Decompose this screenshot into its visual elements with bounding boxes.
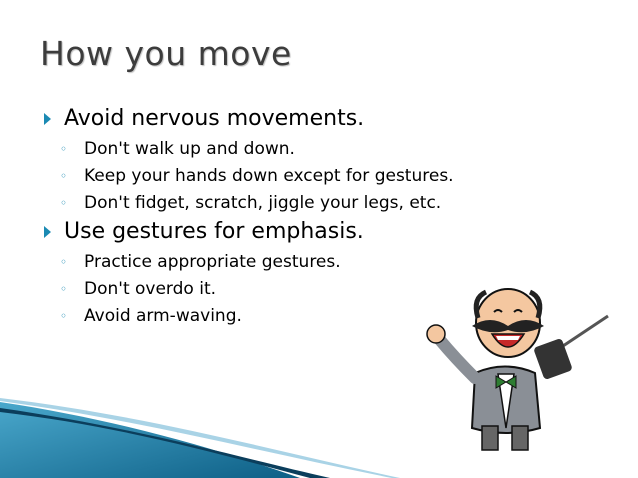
bullet-text: Use gestures for emphasis. xyxy=(64,219,364,244)
bullet-item xyxy=(40,104,600,134)
circle-bullet-icon: ◦ xyxy=(60,309,68,323)
circle-bullet-icon: ◦ xyxy=(60,142,68,156)
circle-bullet-icon: ◦ xyxy=(60,282,68,296)
sub-bullet-item xyxy=(40,163,600,190)
bullet-item xyxy=(40,217,600,247)
sub-bullet-text: Don't fidget, scratch, jiggle your legs, etc. xyxy=(84,193,442,213)
sub-bullet-item xyxy=(40,249,600,276)
bullet-text: Avoid nervous movements. xyxy=(64,106,365,131)
sub-bullet-text: Avoid arm-waving. xyxy=(84,306,242,326)
sub-bullet-text: Don't walk up and down. xyxy=(84,139,295,159)
arrow-icon xyxy=(44,226,51,238)
sub-bullet-item xyxy=(40,136,600,163)
sub-bullet-text: Practice appropriate gestures. xyxy=(84,252,341,272)
sub-bullet-text: Keep your hands down except for gestures. xyxy=(84,166,454,186)
slide-title: How you move xyxy=(40,34,292,73)
circle-bullet-icon: ◦ xyxy=(60,196,68,210)
sub-bullet-text: Don't overdo it. xyxy=(84,279,217,299)
decorative-swoosh xyxy=(0,380,420,478)
arrow-icon xyxy=(44,113,51,125)
sub-bullet-item xyxy=(40,190,600,217)
circle-bullet-icon: ◦ xyxy=(60,255,68,269)
cartoon-man-illustration xyxy=(420,278,620,458)
circle-bullet-icon: ◦ xyxy=(60,169,68,183)
